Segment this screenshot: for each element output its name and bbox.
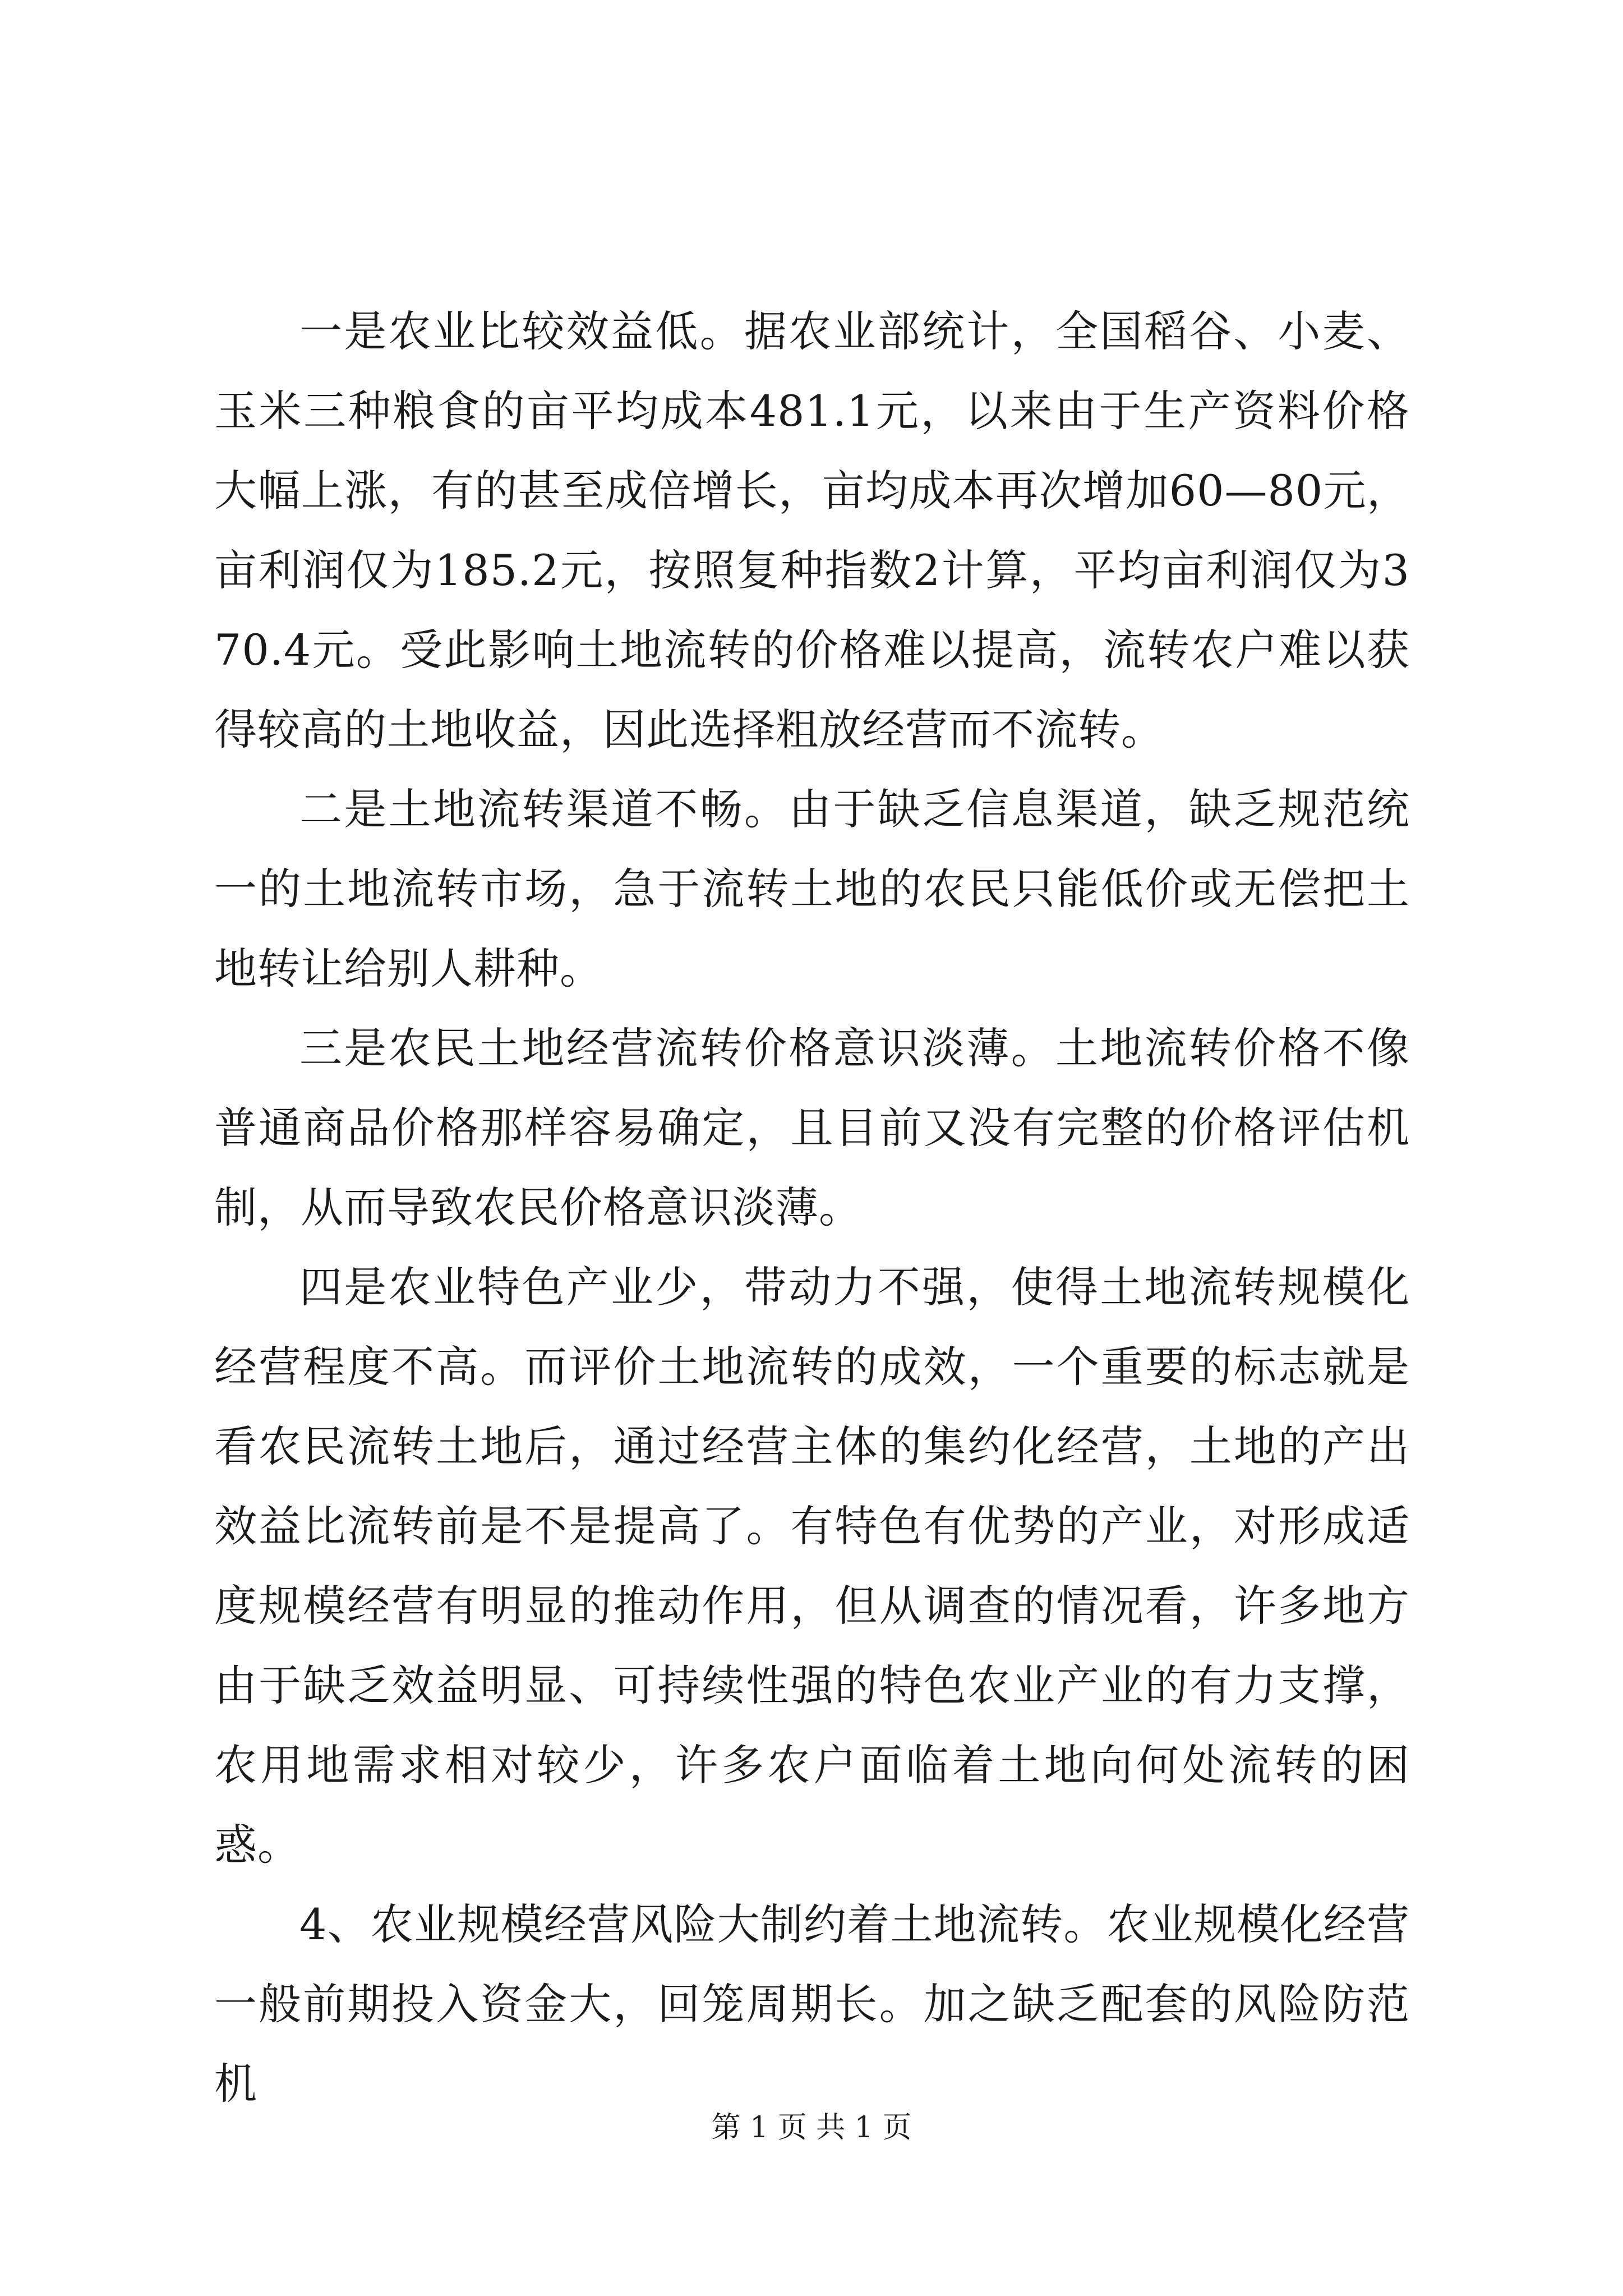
paragraph-5: 4、农业规模经营风险大制约着土地流转。农业规模化经营一般前期投入资金大，回笼周期长。加之缺乏配套的风险防范机 [214, 1899, 1410, 2109]
paragraph-3: 三是农民土地经营流转价格意识淡薄。土地流转价格不像普通商品价格那样容易确定，且目前又没有完整的价格评估机制，从而导致农民价格意识淡薄。 [214, 1023, 1410, 1232]
paragraph-4: 四是农业特色产业少，带动力不强，使得土地流转规模化经营程度不高。而评价土地流转的成效，一个重要的标志就是看农民流转土地后，通过经营主体的集约化经营，土地的产出效益比流转前是不是提高了。有特色有优势的产业，对形成适度规模经营有明显的推动作用，但从调查的情况看，许多地方由于缺乏效益明显、可持续性强的特色农业产业的有力支撑，农用地需求相对较少，许多农户面临着土地向何处流转的困惑。 [214, 1262, 1410, 1870]
document-body [214, 292, 1410, 2124]
paragraph-2: 二是土地流转渠道不畅。由于缺乏信息渠道，缺乏规范统一的土地流转市场，急于流转土地的农民只能低价或无偿把土地转让给别人耕种。 [214, 784, 1410, 993]
page-number-footer: 第 1 页 共 1 页 [711, 2111, 912, 2145]
paragraph-1: 一是农业比较效益低。据农业部统计，全国稻谷、小麦、玉米三种粮食的亩平均成本481.1元，以来由于生产资料价格大幅上涨，有的甚至成倍增长，亩均成本再次增加60—80元，亩利润仅为185.2元，按照复种指数2计算，平均亩利润仅为370.4元。受此影响土地流转的价格难以提高，流转农户难以获得较高的土地收益，因此选择粗放经营而不流转。 [214, 306, 1410, 754]
